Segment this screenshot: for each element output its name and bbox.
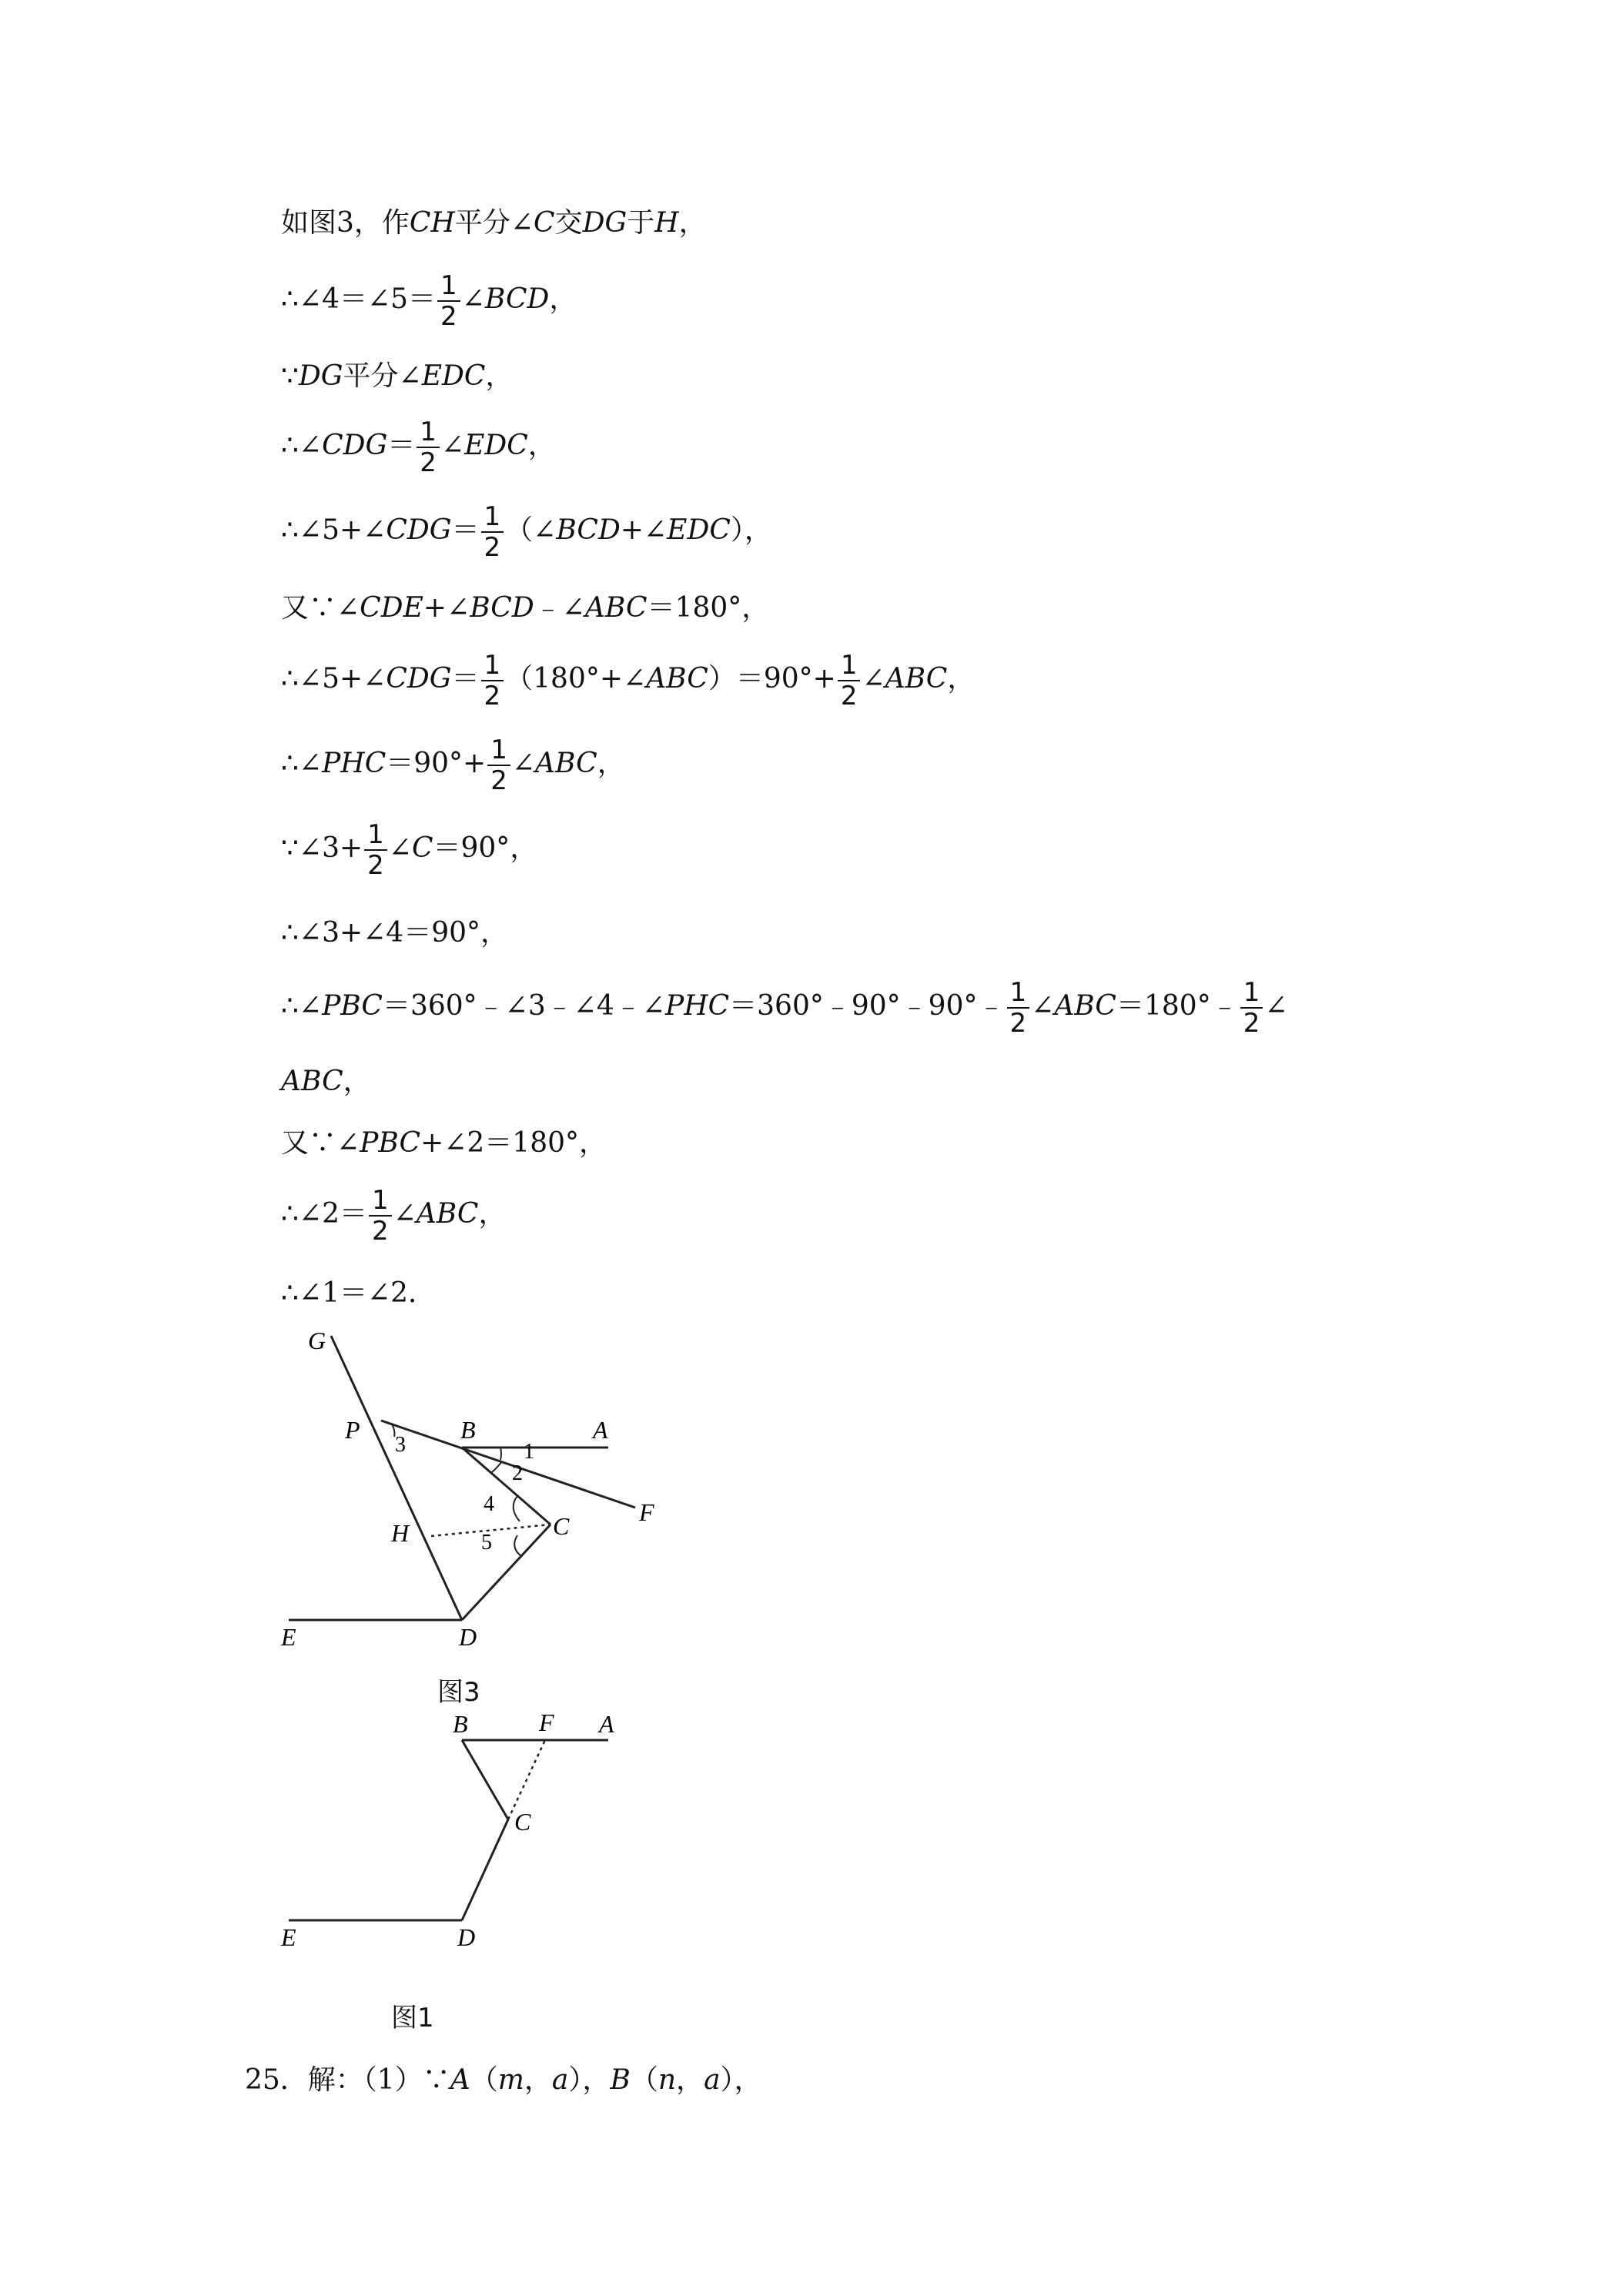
point-label-b: B	[460, 1416, 476, 1444]
text: （	[470, 2064, 498, 2096]
text: ＝180°，	[647, 592, 770, 624]
text: 又∵∠	[281, 592, 360, 624]
text: ∴∠	[281, 748, 323, 779]
fraction	[481, 651, 504, 711]
fraction	[1240, 978, 1263, 1038]
denominator: 2	[367, 850, 384, 881]
text: ），	[720, 2064, 762, 2096]
text: ＝	[451, 514, 480, 546]
text: ∠	[1031, 990, 1055, 1022]
numerator: 1	[1007, 978, 1030, 1009]
text: a	[551, 2064, 569, 2096]
text-line-5	[281, 502, 772, 562]
text: ABC	[535, 748, 597, 779]
text-line-3	[281, 360, 513, 393]
text-line-8	[281, 735, 625, 795]
denominator: 2	[490, 765, 507, 796]
numerator: 1	[364, 820, 387, 851]
text: EDC	[667, 514, 731, 546]
line-bc	[462, 1448, 550, 1525]
angle-label-5: 5	[481, 1531, 492, 1555]
denominator: 2	[484, 532, 501, 563]
text: ＝180°﹣	[1116, 990, 1239, 1022]
text: ABC	[1054, 990, 1116, 1022]
angle-arc-5	[514, 1535, 522, 1557]
line-bc	[462, 1740, 508, 1819]
text: （∠	[505, 514, 557, 546]
text-line-2	[281, 271, 577, 331]
text: B	[610, 2064, 631, 2096]
angle-label-1: 1	[524, 1440, 534, 1464]
text: ∵∠3+	[281, 832, 363, 864]
text: ，	[478, 1198, 507, 1230]
point-label-e: E	[281, 1923, 296, 1951]
text: ，	[527, 430, 556, 461]
text: 交	[554, 207, 583, 239]
point-label-a: A	[599, 1713, 614, 1738]
text: ，	[597, 748, 625, 779]
figure-3-diagram	[262, 1309, 693, 1663]
text: CH	[409, 207, 455, 239]
line-gd	[331, 1336, 462, 1620]
point-label-f: F	[539, 1713, 554, 1736]
text: BCD	[484, 283, 550, 315]
text-line-4	[281, 417, 556, 477]
text: 25．解：（1）∵	[245, 2064, 450, 2096]
denominator: 2	[420, 447, 437, 478]
text-line-11	[281, 978, 1288, 1038]
text: PHC	[322, 748, 387, 779]
point-label-p: P	[345, 1416, 360, 1444]
text: ABC	[281, 1066, 343, 1097]
text: C	[411, 832, 433, 864]
text-line-9	[281, 820, 537, 880]
text: n	[658, 2064, 677, 2096]
text: ，	[343, 1066, 371, 1097]
text: 平分∠	[454, 207, 534, 239]
text: ABC	[885, 663, 948, 694]
numerator: 1	[487, 735, 510, 766]
point-label-a: A	[593, 1416, 608, 1444]
text: ∴∠	[281, 430, 323, 461]
fraction	[487, 735, 510, 795]
text-line-13	[281, 1126, 607, 1160]
text: DG	[298, 360, 343, 392]
text: CDG	[386, 514, 452, 546]
numerator: 1	[481, 651, 504, 681]
text: ∠	[388, 832, 412, 864]
text-line-6	[281, 591, 769, 625]
text: EDC	[464, 430, 528, 461]
fraction	[437, 271, 460, 331]
text: ∴∠2＝	[281, 1198, 367, 1230]
denominator: 2	[484, 681, 501, 711]
fraction	[481, 502, 504, 562]
point-label-e: E	[281, 1623, 296, 1651]
text: ＝	[387, 430, 416, 461]
figure-1-caption: 图1	[391, 2003, 434, 2033]
angle-label-2: 2	[512, 1461, 523, 1485]
text: BCD	[470, 592, 534, 624]
text: +∠2＝180°，	[420, 1127, 607, 1159]
point-label-g: G	[308, 1327, 326, 1354]
fraction	[1007, 978, 1030, 1038]
text: 于	[627, 207, 655, 239]
text: ，	[676, 2064, 704, 2096]
text-line-1	[281, 206, 707, 240]
text: ＝	[451, 663, 480, 694]
text-line-7	[281, 651, 975, 711]
line-cd	[462, 1819, 508, 1920]
text: ＝360°﹣90°﹣90°﹣	[729, 990, 1006, 1022]
text: ABC	[584, 592, 648, 624]
text: ＝90°+	[386, 748, 487, 779]
figure-1-diagram	[262, 1713, 662, 1967]
text: （180°+∠	[505, 663, 647, 694]
text: ）＝90°+	[708, 663, 836, 694]
text: CDG	[322, 430, 388, 461]
text: +∠	[423, 592, 470, 624]
text: ，	[678, 207, 707, 239]
text-line-15	[281, 1277, 436, 1310]
text-line-10	[281, 916, 508, 950]
point-label-f: F	[639, 1498, 654, 1526]
numerator: 1	[437, 271, 460, 302]
fraction	[838, 651, 861, 711]
numerator: 1	[481, 502, 504, 533]
text: ∴∠5+∠	[281, 514, 387, 546]
text: ），	[568, 2064, 611, 2096]
text: 如图3，作	[281, 207, 410, 239]
numerator: 1	[417, 417, 440, 448]
text: a	[704, 2064, 721, 2096]
angle-arc-4	[514, 1496, 520, 1521]
text: （	[630, 2064, 658, 2096]
text: ∴∠3+∠4＝90°，	[281, 917, 509, 949]
text: ﹣∠	[534, 592, 585, 624]
angle-arc-1	[500, 1448, 501, 1460]
text: ∠	[393, 1198, 417, 1230]
numerator: 1	[369, 1186, 392, 1217]
point-label-h: H	[391, 1519, 410, 1547]
text: ∵	[281, 360, 299, 392]
text: ，	[549, 283, 577, 315]
numerator: 1	[838, 651, 861, 681]
text: ∴∠	[281, 990, 323, 1022]
text-line-14	[281, 1186, 506, 1246]
denominator: 2	[1009, 1008, 1027, 1039]
text-line-12	[281, 1065, 371, 1099]
text: DG	[582, 207, 627, 239]
text: ，	[524, 2064, 552, 2096]
text: ），	[730, 514, 772, 546]
text: ∠	[461, 283, 485, 315]
text: ABC	[416, 1198, 479, 1230]
fraction	[369, 1186, 392, 1246]
text-line-16	[245, 2063, 762, 2097]
denominator: 2	[840, 681, 858, 711]
text: ∠	[511, 748, 536, 779]
denominator: 2	[371, 1216, 389, 1247]
point-label-d: D	[459, 1623, 477, 1651]
text: ABC	[646, 663, 708, 694]
text: CDE	[360, 592, 423, 624]
text: EDC	[421, 360, 486, 392]
text: PBC	[322, 990, 383, 1022]
angle-label-3: 3	[395, 1433, 406, 1457]
point-label-d: D	[457, 1923, 476, 1951]
numerator: 1	[1240, 978, 1263, 1009]
text: C	[534, 207, 555, 239]
text: CDG	[386, 663, 452, 694]
fraction	[417, 417, 440, 477]
text: ，	[485, 360, 514, 392]
angle-label-4: 4	[484, 1492, 494, 1516]
text: ，	[947, 663, 975, 694]
text: ＝90°，	[433, 832, 538, 864]
text: ∴∠4＝∠5＝	[281, 283, 437, 315]
point-label-c: C	[553, 1512, 570, 1540]
text: ∴∠1＝∠2．	[281, 1277, 437, 1309]
text: ∠	[862, 663, 885, 694]
point-label-b: B	[453, 1713, 468, 1738]
text: ＝360°﹣∠3﹣∠4﹣∠	[382, 990, 665, 1022]
text: ∠	[440, 430, 465, 461]
denominator: 2	[1243, 1008, 1260, 1039]
text: 平分∠	[343, 360, 422, 392]
text: PBC	[360, 1127, 421, 1159]
point-label-c: C	[514, 1808, 531, 1836]
text: ∠	[1264, 990, 1288, 1022]
fraction	[364, 820, 387, 880]
text: H	[654, 207, 679, 239]
text: ∴∠5+∠	[281, 663, 387, 694]
figure-3-caption: 图3	[437, 1677, 480, 1708]
text: A	[450, 2064, 470, 2096]
line-cd	[462, 1525, 550, 1620]
text: +∠	[620, 514, 668, 546]
text: PHC	[664, 990, 730, 1022]
angle-arc-2	[491, 1461, 502, 1473]
text: m	[497, 2064, 524, 2096]
denominator: 2	[440, 301, 457, 332]
text: BCD	[556, 514, 621, 546]
text: 又∵∠	[281, 1127, 360, 1159]
